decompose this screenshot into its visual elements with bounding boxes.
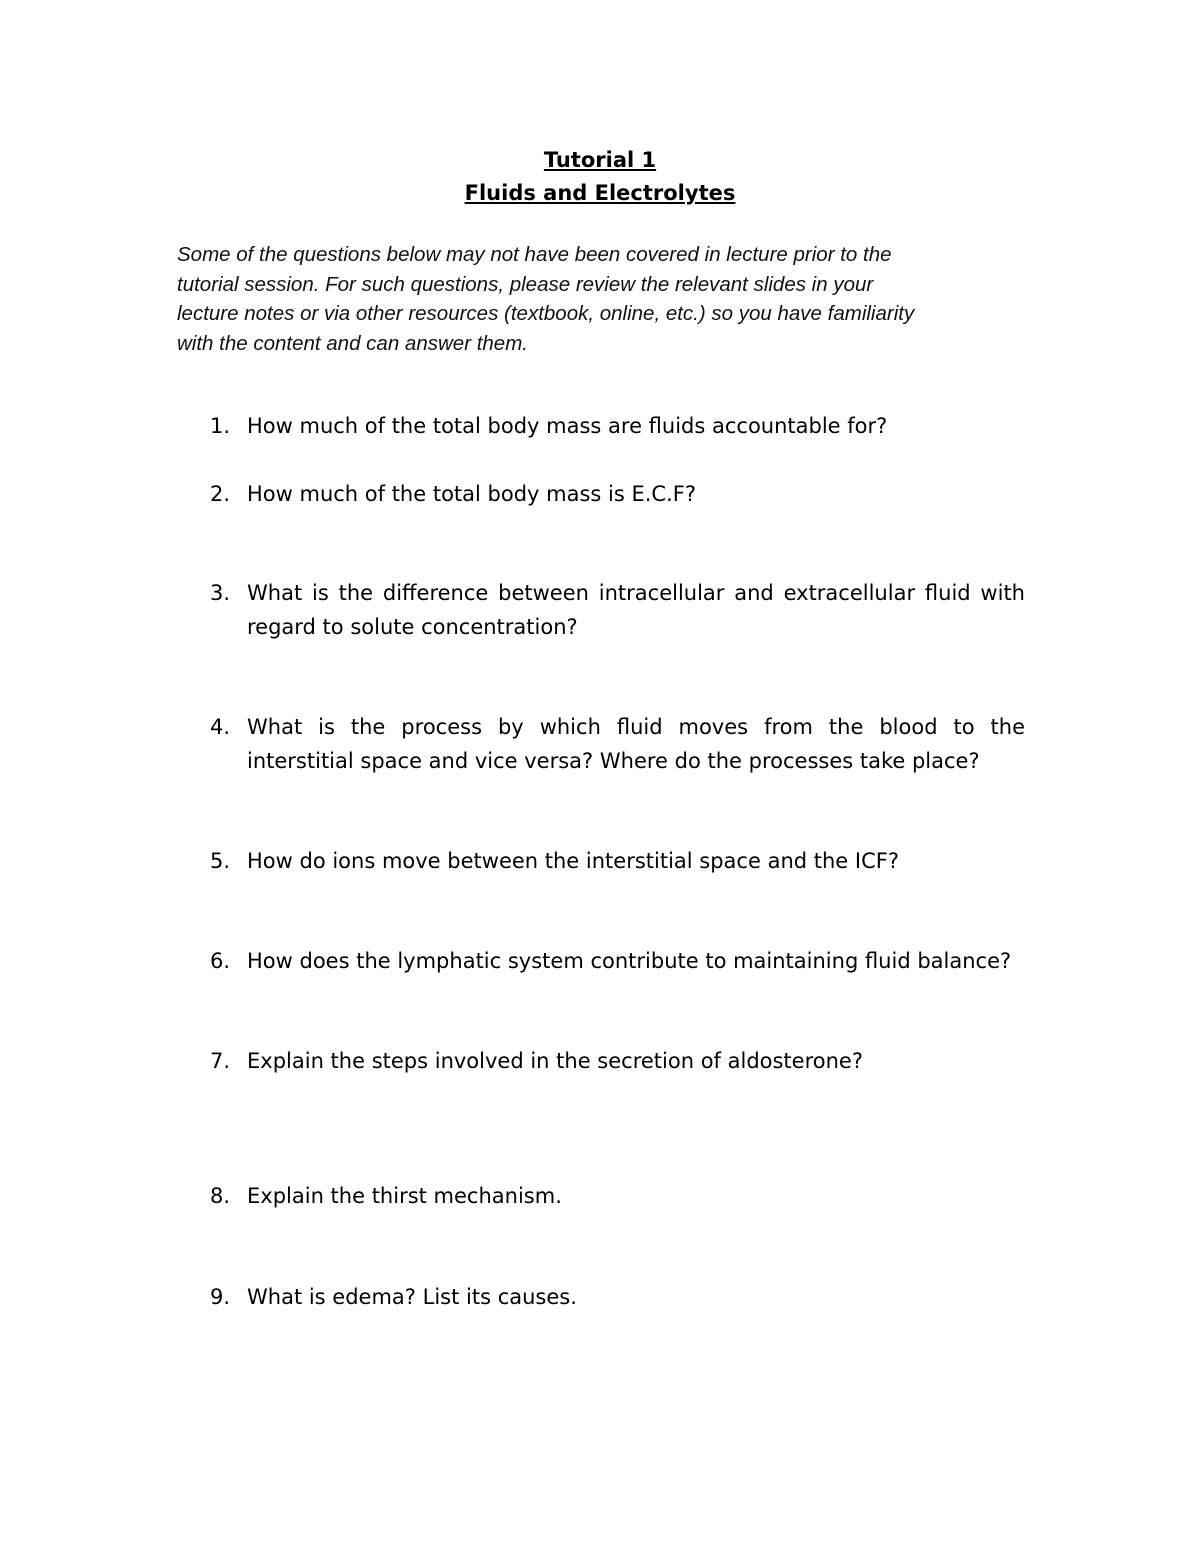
intro-line: tutorial session. For such questions, please review the relevant slides in your <box>177 272 874 296</box>
question-item <box>210 844 1025 878</box>
question-text: What is the difference between intracellular and extracellular fluid with regard to solute concentration? <box>247 581 1025 639</box>
question-number: 9. <box>210 1285 231 1309</box>
intro-line: Some of the questions below may not have been covered in lecture prior to the <box>177 243 892 266</box>
question-item <box>210 710 1025 778</box>
question-item <box>210 1179 1025 1213</box>
question-number: 2. <box>210 482 231 506</box>
question-text: How does the lymphatic system contribute to maintaining fluid balance? <box>247 949 1012 973</box>
intro-paragraph <box>177 240 1037 358</box>
question-text: How much of the total body mass is E.C.F? <box>247 482 696 506</box>
question-item <box>210 1044 1025 1078</box>
question-number: 8. <box>210 1184 231 1208</box>
question-number: 4. <box>210 715 231 739</box>
question-number: 3. <box>210 581 231 605</box>
intro-line: lecture notes or via other resources (textbook, online, etc.) so you have familiarity <box>177 302 915 325</box>
page-subtitle: Fluids and Electrolytes <box>464 181 736 205</box>
question-number: 5. <box>210 849 231 873</box>
question-text: Explain the steps involved in the secretion of aldosterone? <box>247 1049 863 1073</box>
question-text: How do ions move between the interstitial space and the ICF? <box>247 849 899 873</box>
question-item <box>210 1280 1025 1314</box>
question-text: How much of the total body mass are fluids accountable for? <box>247 414 888 438</box>
question-number: 1. <box>210 414 231 438</box>
question-number: 7. <box>210 1049 231 1073</box>
question-item <box>210 477 1025 511</box>
intro-line: with the content and can answer them. <box>177 331 528 355</box>
question-text: Explain the thirst mechanism. <box>247 1184 562 1208</box>
page-title: Tutorial 1 <box>543 148 657 172</box>
question-item <box>210 944 1025 978</box>
question-item <box>210 576 1025 644</box>
question-text: What is the process by which fluid moves from the blood to the interstitial space and vice versa? Where do the processes take place? <box>247 715 1025 773</box>
question-text: What is edema? List its causes. <box>247 1285 577 1309</box>
question-number: 6. <box>210 949 231 973</box>
question-item <box>210 409 1025 443</box>
